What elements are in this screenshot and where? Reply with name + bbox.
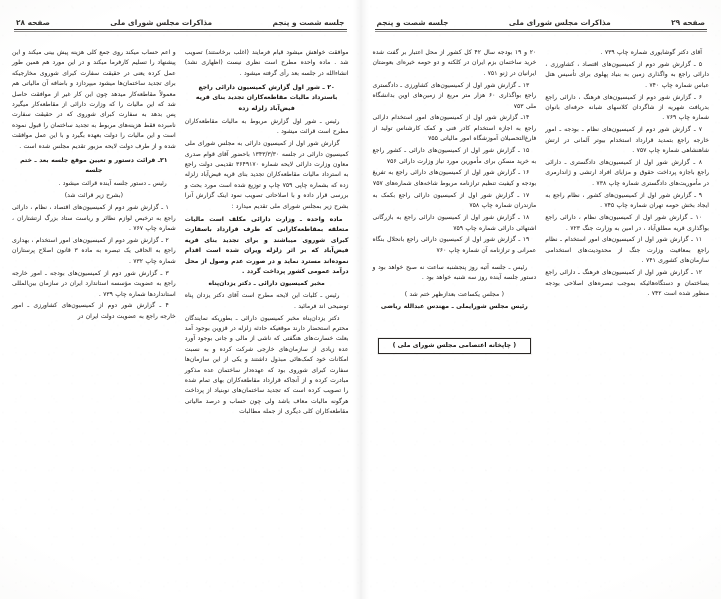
page-29: [361, 0, 721, 599]
speech-yazdanpanah: دکتر یزدان‌پناه مخبر کمیسیون دارائی ـ بطوریکه نمایندگان محترم استحضار دارند موقعیکه حادثه زلزله در قزوین بوجود آمد بعلت خسارت‌های هنگفتی که ناشی از مالی و جانی بوجود آورد عده زیادی از سازمان‌های خارجی شرکت کرده و به نسبت امکانات خود کمک‌هائی مبذول داشتند و یکی از این سازمان‌ها سفارت کبرای شوروی بود که عهده‌دار ساختمان عده مذکور مبادرت کرده و از آنجاکه قرارداد مقاطعه‌کاران بهای تمام شده را تصویب کرده است که تجدید ساختمان‌های نوبنیاد از پرداخت هرگونه مالیات معاف باشد ولی چون حساب و درصد مالیاتی مقاطعه‌کاران کلی دیگری از جمله مطالبات: [184, 314, 349, 416]
running-head-page-28: [12, 18, 349, 42]
header-rule-secondary-page-28: [14, 31, 347, 32]
paragraph: ۵ ـ گزارش شور دوم از کمیسیون‌های اقتصاد ، کشاورزی ، دارائی راجع به واگذاری زمین به بنیاد پهلوی برای تأسیس هتل عباس شماره چاپ ۷۴۰ .: [545, 60, 709, 89]
committee-reporter-signature: مخبر کمیسیون دارائی ـ دکتر یزدان‌پناه: [208, 280, 325, 288]
paragraph: ۱۶ ـ گزارش شور اول از کمیسیون‌های دارائی راجع به تفریغ بودجه و کیفیت تنظیم ترازنامه مربوط شاخه‌های شماره‌های ۷۵۷: [372, 169, 537, 187]
adjournment-note: ( مجلس یکساعت بعدازظهر ختم شد ): [404, 291, 504, 299]
paragraph: ۷ ـ گزارش شور دوم از کمیسیون‌های نظام ـ بودجه ـ امور خارجه راجع بتمدید قرارداد استخدام بیوتر آلمانی در ارتش شاهنشاهی شماره چاپ ۷۵۷ .: [545, 126, 709, 155]
agenda-item: ۴ ـ گزارش شور دوم از کمیسیون‌های کشاورزی ـ امور خارجه راجع به عضویت دولت ایران در: [12, 302, 176, 320]
running-head-page-29: [373, 18, 710, 42]
paragraph: ۱۳ ـ گزارش شور اول از کمیسیون‌های کشاورزی ـ دادگستری راجع بواگذاری ۶۰ هزار متر مربع از زمین‌های اوین بدانشگاه ملی ۷۵۳: [372, 81, 537, 110]
chair-remark: رئیس ـ شور اول گزارش مربوط به مالیات مقاطعه‌کاران مطرح است قرائت میشود .: [184, 117, 349, 136]
folio-page-29: صفحه ۲۹: [671, 18, 705, 27]
agenda-item: ۲ ـ گزارش شور دوم از کمیسیون‌های امور استخدام ، بهداری راجع به الحاقی یک تبصره به ماده ۳ قانون اصلاح پرستاران شماره چاپ ۷۳۲ .: [12, 237, 176, 265]
committee-report-body: گزارش شور اول از کمیسیون دارائی به مجلس شورای ملی کمیسیون دارائی در جلسه ۱۳۴۳/۳/۳۰ باحضور آقای قوام صدری معاون وزارت دارائی لایحه شماره ۳۶۴۹۱۷۰ تقدیمی دولت راجع به استرداد مالیات مقاطعه‌کاران تجدید بنای قریه فیض‌آباد زلزله زده که بشماره چاپی ۷۵۹ چاپ و توزیع شده است مورد بحث و بررسی قرار داده و با اصلاحاتی تصویب نمود اینک گزارش آنرا بشرح زیر بمجلس شورای ملی تقدیم میدارد :: [184, 140, 349, 210]
single-article-heading: ماده واحده ـ وزارت دارائی مکلف است مالیات متعلقه بمقاطعه‌کارانی که طرف قرارداد باسفارت کبرای شوروی میباشند و برای تجدید بنای قریه فیض‌آباد که بر اثر زلزله ویران شده است اقدام نموده‌اند مسترد نماید و در صورت عدم وصول از محل درآمد عمومی کشور پرداخت گردد .: [184, 215, 349, 276]
header-rule-secondary-page-29: [375, 31, 708, 32]
paragraph: ۱۲ ـ گزارش شور اول از کمیسیون‌های فرهنگ ـ دارائی راجع بساختمان و دستگاه‌هائیکه بموجب تبصره‌های اصلاحی بودجه منظور شده است ۷۴۲ .: [545, 269, 709, 297]
column-right-page-28: [185, 48, 349, 584]
column-right-page-29: [545, 48, 709, 584]
paragraph: ۲۰ و ۱۹ بودجه سال ۴۲ کل کشور از محل اعتبار بر گفت شده خرید ساختمان بزم ایران در کلکته و دو حومه خیره‌ای بعوضتان ایرانیان در ژنو ۷۵۱ .: [372, 49, 537, 77]
header-rule-page-28: [14, 29, 347, 30]
running-session-page-29: جلسه شصت و پنجم: [376, 18, 449, 27]
paragraph: ۱۰ ـ گزارش شور اول از کمیسیون‌های نظام ، دارائی راجع بواگذاری قریه مطلق‌آباد ، در امین به وزارت جنگ ۷۲۳ .: [545, 214, 709, 232]
paragraph: موافقت خواهش میشود قیام فرمایند (اغلب برخاستند) تصویب شد . ماده واحده مطرح است نظری نیست (اظهاری نشد) انشاءالله در جلسه بعد رأی گرفته میشود .: [184, 49, 349, 77]
paragraph: آقای دکتر گوشایوری شماره چاپ ۷۳۹ .: [600, 49, 702, 56]
paragraph: ۸ ـ گزارش شور اول از کمیسیون‌های دادگستری ـ دارائی راجع باجازه پرداخت حقوق و مزایای افراد ارتشی و ژاندارمری در مأموریت‌های دادگستری شماره چاپ ۷۳۸ .: [545, 159, 709, 187]
header-rule-page-29: [375, 29, 708, 30]
speaker-signature: رئیس مجلس شورایملی ـ مهندس عبدالله ریاضی: [380, 302, 528, 310]
paragraph: ۱۵ ـ گزارش شور اول از کمیسیون‌های دارائی ـ کشور راجع به خرید مسکن برای مأمورین مورد نیاز وزارت دارائی ۷۵۶: [372, 147, 537, 165]
column-left-page-28: [12, 48, 176, 584]
section-heading-21: ۲۱ـ قرائت دستور و تعیین موقع جلسه بعد ـ ختم جلسه: [20, 157, 168, 175]
running-publication-page-29: مذاکرات مجلس شورای ملی: [508, 18, 611, 27]
agenda-read-note: (بشرح زیر قرائت شد): [64, 192, 123, 200]
paragraph: ۱۱ ـ گزارش شور اول از کمیسیون‌های امور استخدام ـ نظام راجع بمعافیت وزارت جنگ از محدودیت‌های استخدامی سازمان‌های کشوری ۷۴۱ .: [545, 236, 709, 265]
paragraph: ۱۴ـ گزارش شور اول از کمیسیون‌های امور استخدام دارائی راجع به اجازه استخدام کادر فنی و کمک کارشناس تولید از فارغ‌التحصیلان آموزشگاه امور مالیاتی ۷۵۵: [372, 114, 537, 143]
paragraph: ۱۹ ـ گزارش شور اول از کمیسیون دارائی راجع بانحلال بنگاه عمرانی و ترازنامه آن شماره چاپ ۷۶۰: [372, 236, 537, 254]
paragraph: ۹ ـ گزارش شور اول از کمیسیون‌های کشور ، نظام راجع به ایجاد بخش حومه تهران شماره چاپ ۷۴۵ .: [545, 191, 709, 210]
column-left-page-29: [373, 48, 537, 584]
chair-remark: رئیس ـ دستور جلسه آینده قرائت میشود .: [58, 180, 167, 188]
colophon-box: ( چاپخانه اعتصامی مجلس شورای ملی ): [378, 338, 532, 354]
agenda-item: ۱ ـ گزارش شور دوم از کمیسیون‌های اقتصاد ، نظام ، دارائی راجع به ترخیص لوازم نظائر و ریاست ستاد بزرگ ارتشتاران ، شماره چاپ ۷۶۷ .: [12, 204, 176, 233]
columns-page-28: [12, 48, 349, 584]
running-publication-page-28: مذاکرات مجلس شورای ملی: [110, 18, 213, 27]
running-session-page-28: جلسه شصت و پنجم: [272, 18, 345, 27]
paragraph: و اعم حساب میکند روی جمع کلی هزینه پیش بینی میکند و این پیشنهاد را تسلیم کارفرما میکند و در این مورد هم همین طور عمل کرده یعنی در حقیقت سفارت کبرای شوروی مخارجیکه برای تجدید ساختمان‌ها میشود میپردازد و باضافه آن مالیاتی هم معمولاً مقاطعه‌کار میدهد چون این کار غیر از موافقت حاصل شد که این مالیات را که وزارت دارائی از مقاطعه‌کار میگیرد پس بدهد به سفارت کبرای شوروی که در حقیقت سفارت نامبرده فقط هزینه‌های مربوط به تجدید ساختمان را قبول نموده است و این مالیات را دولت بعهده بگیرد و با این عمل موافقت شده و از طرف دولت لایحه مزبور تقدیم مجلس شده است .: [12, 49, 176, 150]
columns-page-29: [373, 48, 710, 584]
section-heading-20: ۲۰ ـ شور اول گزارش کمیسیون دارائی راجع باسترداد مالیات مقاطعه‌کاران تجدید بنای قریه فیض‌آباد زلزله زده: [195, 84, 338, 112]
chair-remark: رئیس ـ کلیات این لایحه مطرح است آقای دکتر یزدان پناه توضیحی اند فرمائید .: [184, 292, 349, 310]
paragraph: ۶ ـ گزارش شور دوم از کمیسیون‌های فرهنگ ، دارائی راجع بدریافت شهریه از شاگردان کلاسهای شبانه حرفه‌ای بانوان شماره چاپ ۷۶۹ .: [545, 93, 709, 122]
paragraph: ۱۸ ـ گزارش شور اول از کمیسیون دارائی راجع به بازرگانی اشتهائی دارائی شماره چاپ ۷۵۹: [372, 214, 537, 232]
paragraph: رئیس ـ جلسه آتیه روز پنجشنبه ساعت نه صبح خواهد بود و دستور جلسه آینده روز سه شنبه خواهد بود .: [372, 263, 537, 282]
paragraph: ۱۷ ـ گزارش شور اول از کمیسیون دارائی راجع بکمک به مازندران شماره چاپ ۷۵۸: [372, 191, 537, 210]
agenda-item: ۳ ـ گزارش شور دوم از کمیسیون‌های بودجه ـ امور خارجه راجع به عضویت مؤسسه استاندارد ایران در سازمان بین‌المللی استانداردها شماره چاپ ۷۳۹ .: [12, 269, 176, 298]
folio-page-28: صفحه ۲۸: [16, 18, 50, 27]
